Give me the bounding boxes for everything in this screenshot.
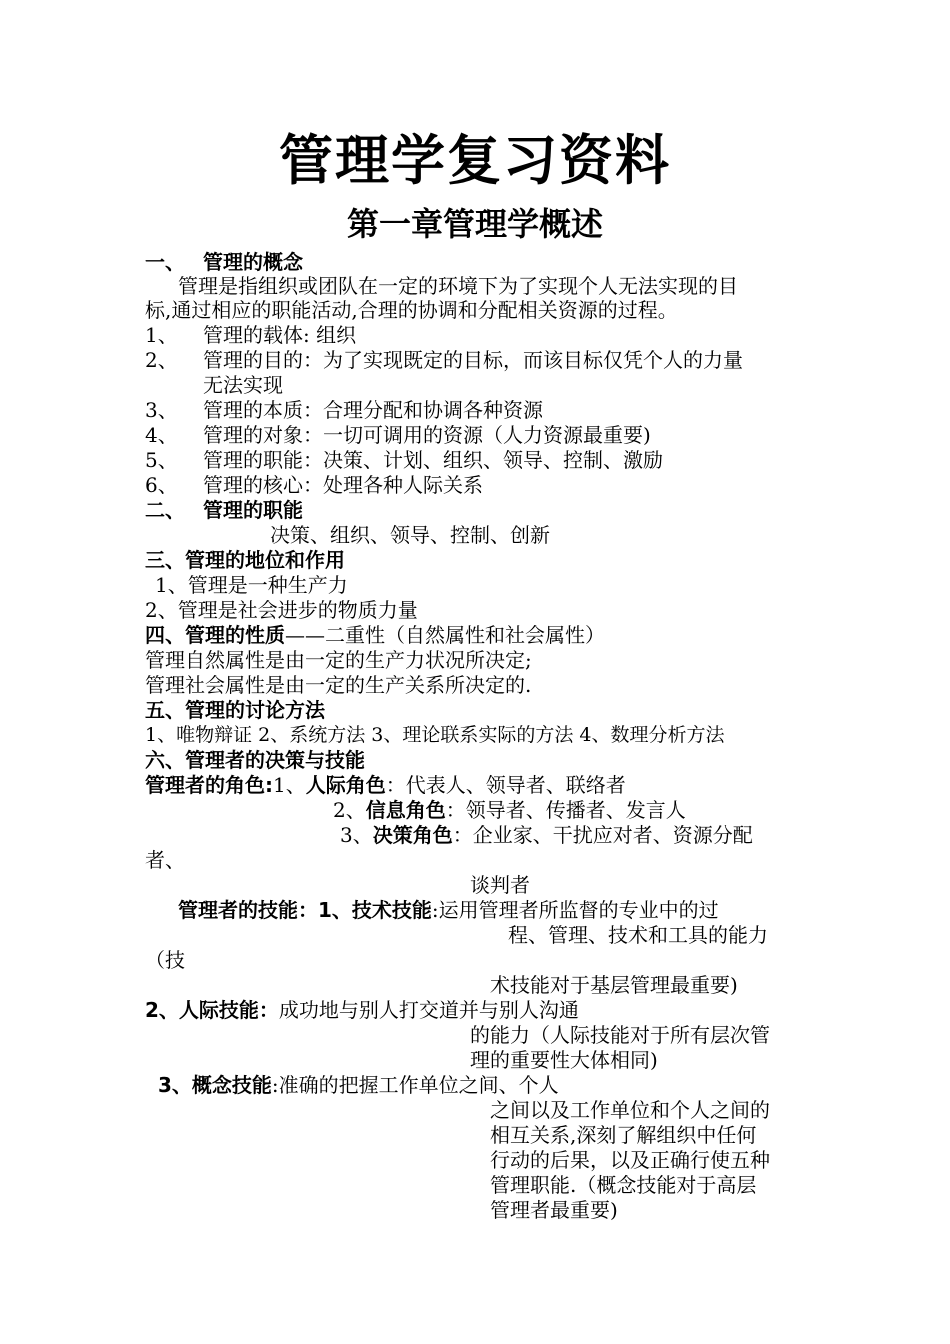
item-text: 管理的载体: 组织: [203, 323, 357, 347]
list-item: [145, 348, 743, 372]
roles-label: 管理者的角色:: [145, 773, 273, 797]
section-number: 一、: [145, 250, 185, 274]
item-text: 管理的对象：一切可调用的资源（人力资源最重要): [203, 423, 651, 447]
skill-text: 成功地与别人打交道并与别人沟通: [278, 998, 579, 1022]
skills-line-3: [158, 1073, 559, 1097]
chapter-title: 第一章管理学概述: [346, 205, 603, 243]
item-number: 6、: [145, 473, 178, 497]
skill-continuation: 程、管理、技术和工具的能力: [508, 923, 768, 947]
item-text: 管理的本质：合理分配和协调各种资源: [203, 398, 543, 422]
section-number: 二、: [145, 498, 185, 522]
definition-line-1: 管理是指组织或团队在一定的环境下为了实现个人无法实现的目: [178, 274, 738, 298]
item-text: 管理的核心：处理各种人际关系: [203, 473, 483, 497]
skill-continuation: 之间以及工作单位和个人之间的: [490, 1098, 770, 1122]
list-item: [145, 473, 483, 497]
list-item-continuation: 无法实现: [203, 373, 283, 397]
section-1-heading: [145, 250, 303, 274]
roles-line-continuation: 者、: [145, 848, 185, 872]
section-subtitle: ——二重性（自然属性和社会属性）: [285, 623, 605, 647]
skill-label: 3、概念技能: [158, 1073, 272, 1097]
item-text: 管理的职能：决策、计划、组织、领导、控制、激励: [203, 448, 663, 472]
functions-line: 决策、组织、领导、控制、创新: [270, 523, 550, 547]
role-label: 信息角色: [365, 798, 446, 822]
skill-continuation: 理的重要性大体相同): [470, 1048, 658, 1072]
section-2-heading: [145, 498, 303, 522]
item-number: 5、: [145, 448, 178, 472]
skill-continuation: 相互关系,深刻了解组织中任何: [490, 1123, 757, 1147]
item-number: 2、: [333, 798, 366, 822]
skill-text: :运用管理者所监督的专业中的过: [431, 898, 719, 922]
role-text: ：代表人、领导者、联络者: [385, 773, 626, 797]
skill-continuation: 的能力（人际技能对于所有层次管: [470, 1023, 770, 1047]
roles-line-2: [333, 798, 686, 822]
paragraph-line: 管理社会属性是由一定的生产关系所决定的.: [145, 673, 532, 697]
skill-continuation: 管理职能.（概念技能对于高层: [490, 1173, 757, 1197]
section-4-heading: [145, 623, 605, 647]
item-number: 4、: [145, 423, 178, 447]
skills-line-1: [178, 898, 719, 922]
list-item: [145, 448, 663, 472]
skills-line-2: [145, 998, 579, 1022]
list-item: [145, 323, 356, 347]
list-item: [145, 398, 543, 422]
item-number: 3、: [340, 823, 373, 847]
skill-continuation: 术技能对于基层管理最重要): [490, 973, 738, 997]
item-number: 2、: [145, 348, 178, 372]
roles-line-1: [145, 773, 626, 797]
skill-continuation: （技: [145, 948, 185, 972]
section-6-heading: 六、管理者的决策与技能: [145, 748, 365, 772]
paragraph-line: 1、管理是一种生产力: [155, 573, 348, 597]
document-title: 管理学复习资料: [279, 129, 671, 192]
item-number: 1、: [145, 323, 178, 347]
section-title: 管理的职能: [203, 498, 303, 522]
skills-label: 管理者的技能：1、技术技能: [178, 898, 432, 922]
section-5-heading: 五、管理的讨论方法: [145, 698, 325, 722]
roles-line-3: [340, 823, 753, 847]
section-title: 管理的概念: [203, 250, 303, 274]
role-text: ：企业家、干扰应对者、资源分配: [452, 823, 753, 847]
item-number: 1、: [273, 773, 306, 797]
item-text: 管理的目的：为了实现既定的目标，而该目标仅凭个人的力量: [203, 348, 743, 372]
section-3-heading: 三、管理的地位和作用: [145, 548, 345, 572]
definition-line-2: 标,通过相应的职能活动,合理的协调和分配相关资源的过程。: [145, 298, 678, 322]
item-number: 3、: [145, 398, 178, 422]
roles-line-continuation: 谈判者: [470, 873, 530, 897]
skill-continuation: 管理者最重要): [490, 1198, 618, 1222]
skill-continuation: 行动的后果，以及正确行使五种: [490, 1148, 770, 1172]
role-label: 决策角色: [372, 823, 453, 847]
paragraph-line: 2、管理是社会进步的物质力量: [145, 598, 418, 622]
paragraph-line: 管理自然属性是由一定的生产力状况所决定;: [145, 648, 532, 672]
role-text: ：领导者、传播者、发言人: [445, 798, 686, 822]
role-label: 人际角色: [305, 773, 386, 797]
section-title: 四、管理的性质: [145, 623, 285, 647]
skill-text: :准确的把握工作单位之间、个人: [271, 1073, 559, 1097]
skill-label: 2、人际技能：: [145, 998, 279, 1022]
list-item: [145, 423, 651, 447]
methods-line: 1、唯物辩证 2、系统方法 3、理论联系实际的方法 4、数理分析方法: [145, 724, 725, 746]
